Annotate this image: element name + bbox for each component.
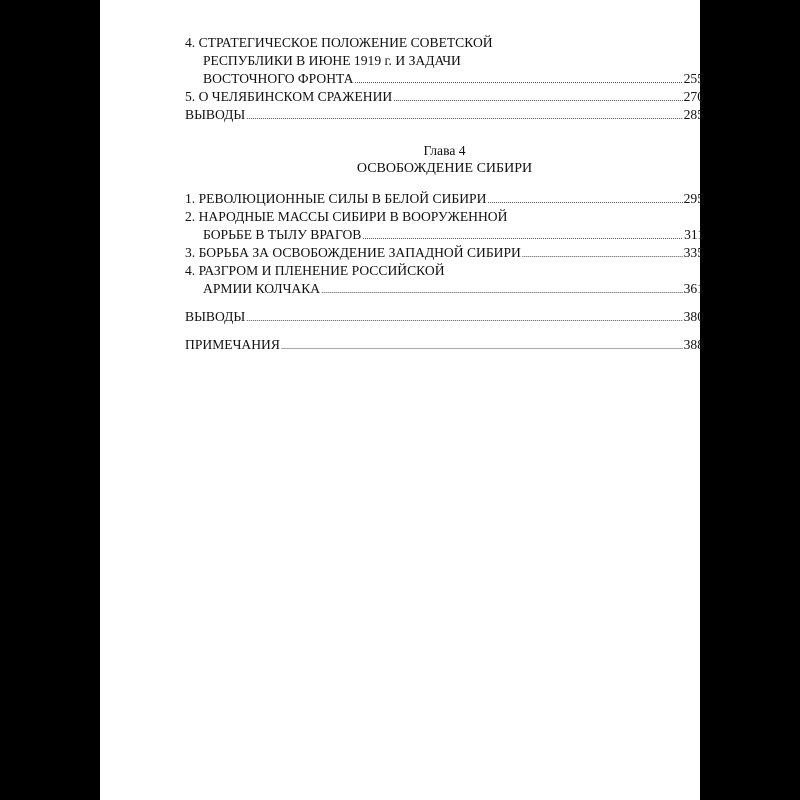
toc-page-number: 270 <box>683 89 704 104</box>
toc-entry-title: 3. БОРЬБА ЗА ОСВОБОЖДЕНИЕ ЗАПАДНОЙ СИБИРИ <box>185 245 521 260</box>
toc-entry-leader-line <box>185 70 704 88</box>
toc-entry-strategic-position <box>185 34 704 88</box>
toc-page-number: 335 <box>683 245 704 260</box>
toc-entry-title: 1. РЕВОЛЮЦИОННЫЕ СИЛЫ В БЕЛОЙ СИБИРИ <box>185 191 487 206</box>
toc-entry-line: 4. СТРАТЕГИЧЕСКОЕ ПОЛОЖЕНИЕ СОВЕТСКОЙ <box>185 35 493 50</box>
toc-page-number: 311 <box>684 227 704 242</box>
table-of-contents <box>185 34 704 354</box>
toc-entry-leader-line <box>185 308 704 326</box>
toc-page-number: 361 <box>683 281 704 296</box>
toc-entry-leader-line <box>185 106 704 124</box>
toc-entry-conclusions-4 <box>185 308 704 326</box>
toc-entry-western-siberia <box>185 244 704 262</box>
toc-entry-leader-line <box>185 88 704 106</box>
dot-leader <box>246 108 682 126</box>
toc-entry-leader-line <box>185 336 704 354</box>
toc-page-number: 285 <box>683 107 704 122</box>
dot-leader <box>321 282 682 300</box>
toc-entry-line: РЕСПУБЛИКИ В ИЮНЕ 1919 г. И ЗАДАЧИ <box>203 53 461 68</box>
toc-entry-line: АРМИИ КОЛЧАКА <box>203 281 321 296</box>
toc-entry-leader-line <box>185 190 704 208</box>
toc-entry-leader-line <box>185 244 704 262</box>
toc-entry-title: ВЫВОДЫ <box>185 309 246 324</box>
toc-entry-title: ПРИМЕЧАНИЯ <box>185 337 280 352</box>
toc-entry-line: ВОСТОЧНОГО ФРОНТА <box>203 71 354 86</box>
toc-entry-revolutionary-forces <box>185 190 704 208</box>
toc-entry-notes <box>185 336 704 354</box>
toc-page-number: 388 <box>683 337 704 352</box>
toc-page-number: 380 <box>683 309 704 324</box>
toc-entry-line: 4. РАЗГРОМ И ПЛЕНЕНИЕ РОССИЙСКОЙ <box>185 263 445 278</box>
dot-leader <box>246 310 682 328</box>
toc-page-number: 255 <box>683 71 704 86</box>
toc-entry-title: ВЫВОДЫ <box>185 107 246 122</box>
toc-entry-conclusions-3 <box>185 106 704 124</box>
toc-entry-title: 5. О ЧЕЛЯБИНСКОМ СРАЖЕНИИ <box>185 89 393 104</box>
book-page <box>100 0 704 800</box>
toc-entry-masses-armed-struggle <box>185 208 704 244</box>
toc-page-number: 295 <box>683 191 704 206</box>
toc-entry-leader-line <box>185 280 704 298</box>
toc-entry-chelyabinsk-battle <box>185 88 704 106</box>
toc-entry-leader-line <box>185 226 704 244</box>
toc-entry-line: 2. НАРОДНЫЕ МАССЫ СИБИРИ В ВООРУЖЕННОЙ <box>185 209 508 224</box>
dot-leader <box>281 338 683 356</box>
chapter-title: ОСВОБОЖДЕНИЕ СИБИРИ <box>356 161 533 176</box>
toc-entry-kolchak-army <box>185 262 704 298</box>
toc-entry-line: БОРЬБЕ В ТЫЛУ ВРАГОВ <box>203 227 362 242</box>
chapter-label: Глава 4 <box>423 143 466 158</box>
